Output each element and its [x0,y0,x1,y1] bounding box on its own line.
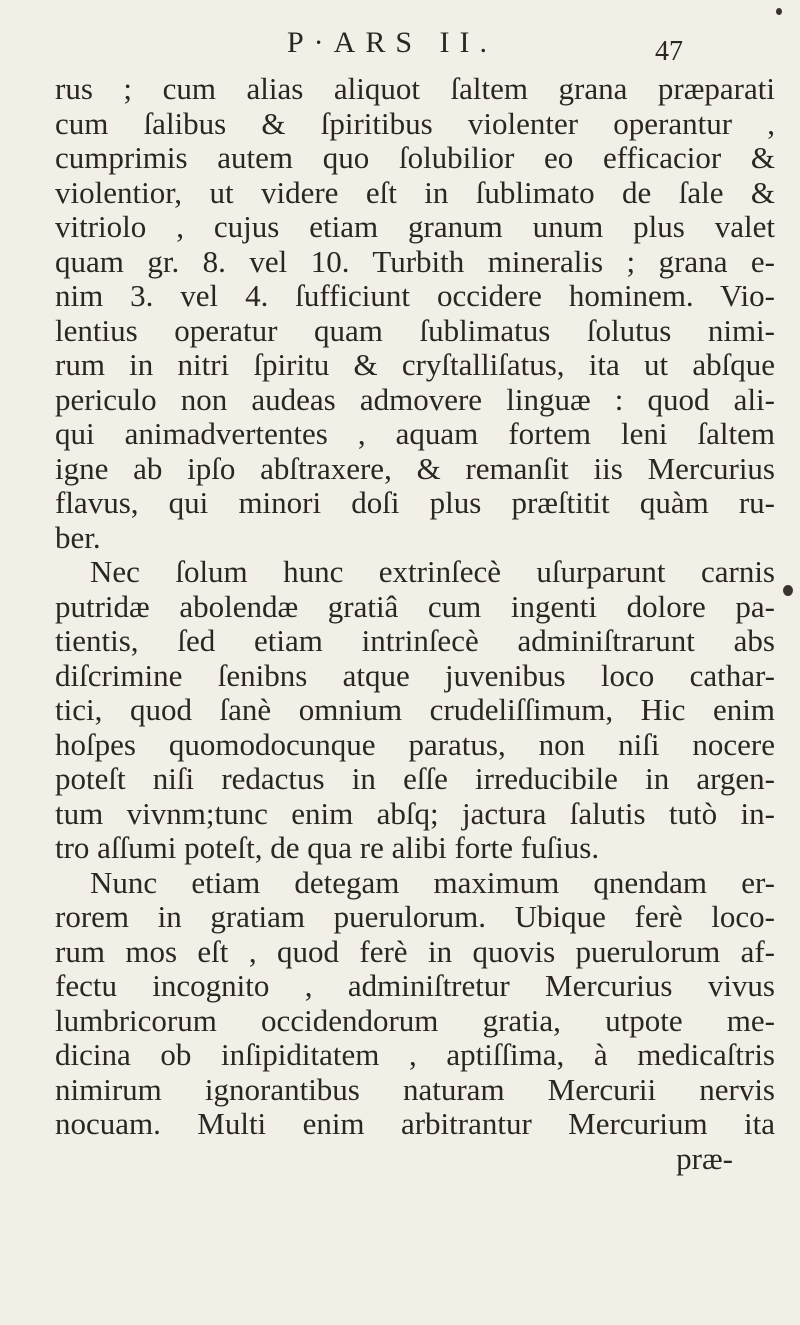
text-line: violentior, ut videre eſt in ſublimato de ſale & [55,174,775,210]
text-line: hoſpes quomodocunque paratus, non niſi nocere [55,726,775,762]
page-header [0,22,800,74]
text-line: ber. [55,519,101,555]
text-line: dicina ob inſipiditatem , aptiſſima, à medicaſtris [55,1037,775,1072]
text-line: vitriolo , cujus etiam granum unum plus valet [55,209,775,244]
text-line: lumbricorum occidendorum gratia, utpote me- [55,1002,775,1038]
text-line: cumprimis autem quo ſolubilior eo efficacior & [55,140,775,175]
text-line: tum vivnm;tunc enim abſq; jactura ſalutis tutò in- [55,795,775,831]
text-line: tici, quod ſanè omnium crudeliſſimum, Hic enim [55,692,775,727]
ink-spot [776,8,782,15]
body-text [55,72,775,1176]
catchword: præ- [676,1140,733,1176]
text-line: nim 3. vel 4. ſufficiunt occidere hominem. Vio- [55,278,775,313]
paragraph-first-line: Nec ſolum hunc extrinſecè uſurparunt carnis [90,554,775,589]
text-line: cum ſalibus & ſpiritibus violenter operantur , [55,105,775,141]
paragraph-first-line: Nunc etiam detegam maximum qnendam er- [90,864,775,900]
text-line: lentius operatur quam ſublimatus ſolutus nimi- [55,312,775,348]
ink-spot [783,585,793,596]
text-line: putridæ abolendæ gratiâ cum ingenti dolore pa- [55,588,775,624]
text-line: qui animadvertentes , aquam fortem leni ſaltem [55,416,775,451]
text-line: periculo non audeas admovere linguæ : quod ali- [55,381,775,417]
text-line: poteſt niſi redactus in eſſe irreducibile in argen- [55,761,775,796]
text-line: nimirum ignorantibus naturam Mercurii nervis [55,1071,775,1107]
text-line: rus ; cum alias aliquot ſaltem grana præparati [55,71,775,106]
text-line: nocuam. Multi enim arbitrantur Mercurium ita [55,1106,775,1141]
running-head: P·ARS II. [287,26,498,59]
text-line: quam gr. 8. vel 10. Turbith mineralis ; grana e- [55,243,775,279]
text-line: igne ab ipſo abſtraxere, & remanſit iis Mercurius [55,450,775,486]
text-line: rum mos eſt , quod ferè in quovis puerulorum af- [55,933,775,969]
text-line: rorem in gratiam puerulorum. Ubique ferè loco- [55,899,775,934]
page-number: 47 [655,36,683,67]
text-line: fectu incognito , adminiſtretur Mercurius vivus [55,968,775,1003]
text-line: diſcrimine ſenibns atque juvenibus loco cathar- [55,657,775,693]
text-line: tientis, ſed etiam intrinſecè adminiſtrarunt abs [55,623,775,658]
text-line: tro aſſumi poteſt, de qua re alibi forte fuſius. [55,830,600,865]
text-line: flavus, qui minori doſi plus præſtitit quàm ru- [55,485,775,520]
text-line: rum in nitri ſpiritu & cryſtalliſatus, ita ut abſque [55,347,775,382]
